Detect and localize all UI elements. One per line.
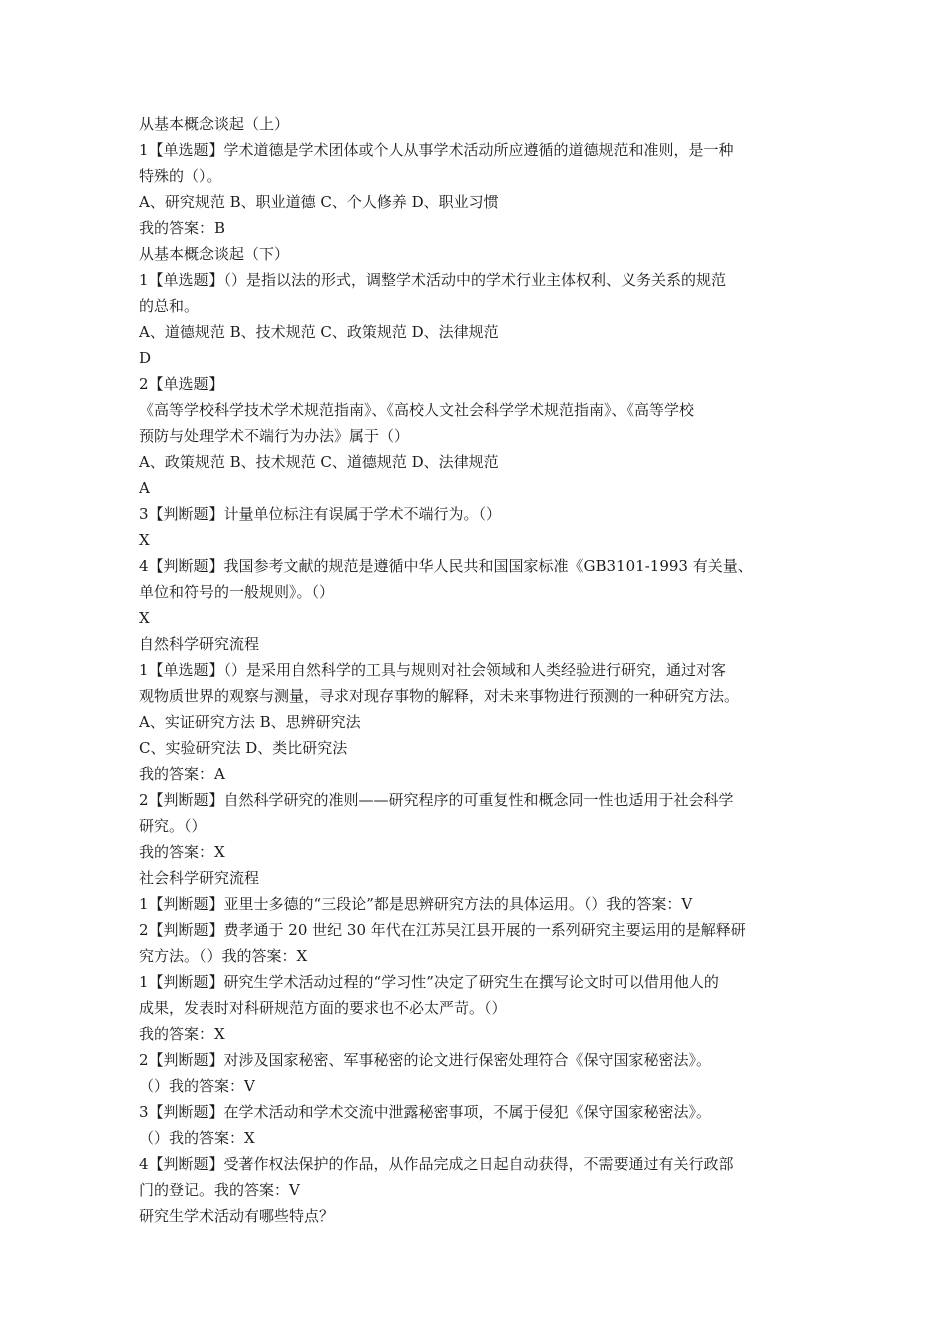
question-text: 2【判断题】自然科学研究的准则——研究程序的可重复性和概念同一性也适用于社会科学 <box>139 791 734 809</box>
question-text: 门的登记。我的答案：V <box>139 1181 300 1199</box>
question-text: 1【单选题】（）是指以法的形式，调整学术活动中的学术行业主体权利、义务关系的规范 <box>139 271 727 289</box>
question-text: 2【单选题】 <box>139 375 224 393</box>
answer-value: A <box>139 479 150 497</box>
section-heading: 从基本概念谈起（下） <box>139 245 290 263</box>
my-answer: 我的答案：A <box>139 765 225 783</box>
my-answer: 我的答案：X <box>139 843 225 861</box>
section-heading: 研究生学术活动有哪些特点？ <box>139 1207 335 1225</box>
question-text: （）我的答案：V <box>139 1077 255 1095</box>
question-text: （）我的答案：X <box>139 1129 255 1147</box>
question-text: 4【判断题】受著作权法保护的作品，从作品完成之日起自动获得，不需要通过有关行政部 <box>139 1155 734 1173</box>
question-text: 4【判断题】我国参考文献的规范是遵循中华人民共和国国家标准《GB3101-1993 有关量、 <box>139 557 753 575</box>
answer-options: A、研究规范 B、职业道德 C、个人修养 D、职业习惯 <box>139 193 499 211</box>
document-page <box>139 111 819 1229</box>
question-text: 2【判断题】费孝通于 20 世纪 30 年代在江苏吴江县开展的一系列研究主要运用的是解释研 <box>139 921 746 939</box>
question-text: 2【判断题】对涉及国家秘密、军事秘密的论文进行保密处理符合《保守国家秘密法》。 <box>139 1051 712 1069</box>
question-text: 成果，发表时对科研规范方面的要求也不必太严苛。（） <box>139 999 507 1017</box>
answer-options: A、道德规范 B、技术规范 C、政策规范 D、法律规范 <box>139 323 499 341</box>
section-heading: 从基本概念谈起（上） <box>139 115 290 133</box>
my-answer: 我的答案：B <box>139 219 226 237</box>
question-text: 《高等学校科学技术学术规范指南》、《高校人文社会科学学术规范指南》、《高等学校 <box>139 401 695 419</box>
answer-value: X <box>139 609 150 627</box>
question-text: 3【判断题】计量单位标注有误属于学术不端行为。（） <box>139 505 502 523</box>
answer-value: D <box>139 349 152 367</box>
question-text: 3【判断题】在学术活动和学术交流中泄露秘密事项，不属于侵犯《保守国家秘密法》。 <box>139 1103 712 1121</box>
answer-value: X <box>139 531 150 549</box>
question-text: 单位和符号的一般规则》。（） <box>139 583 335 601</box>
answer-options: A、实证研究方法 B、思辨研究法 <box>139 713 361 731</box>
question-text: 1【单选题】（）是采用自然科学的工具与规则对社会领域和人类经验进行研究，通过对客 <box>139 661 727 679</box>
question-text: 研究。（） <box>139 817 207 835</box>
answer-options: C、实验研究法 D、类比研究法 <box>139 739 348 757</box>
section-heading: 社会科学研究流程 <box>139 869 260 887</box>
question-text: 1【判断题】亚里士多德的“三段论”都是思辨研究方法的具体运用。（）我的答案：V <box>139 895 693 913</box>
question-text: 1【单选题】学术道德是学术团体或个人从事学术活动所应遵循的道德规范和准则，是一种 <box>139 141 734 159</box>
answer-options: A、政策规范 B、技术规范 C、道德规范 D、法律规范 <box>139 453 499 471</box>
question-text: 观物质世界的观察与测量，寻求对现存事物的解释，对未来事物进行预测的一种研究方法。 <box>139 687 740 705</box>
question-text: 的总和。 <box>139 297 200 315</box>
question-text: 预防与处理学术不端行为办法》属于（） <box>139 427 410 445</box>
question-text: 究方法。（）我的答案：X <box>139 947 308 965</box>
question-text: 特殊的（）。 <box>139 167 222 185</box>
question-text: 1【判断题】研究生学术活动过程的“学习性”决定了研究生在撰写论文时可以借用他人的 <box>139 973 719 991</box>
my-answer: 我的答案：X <box>139 1025 225 1043</box>
section-heading: 自然科学研究流程 <box>139 635 260 653</box>
